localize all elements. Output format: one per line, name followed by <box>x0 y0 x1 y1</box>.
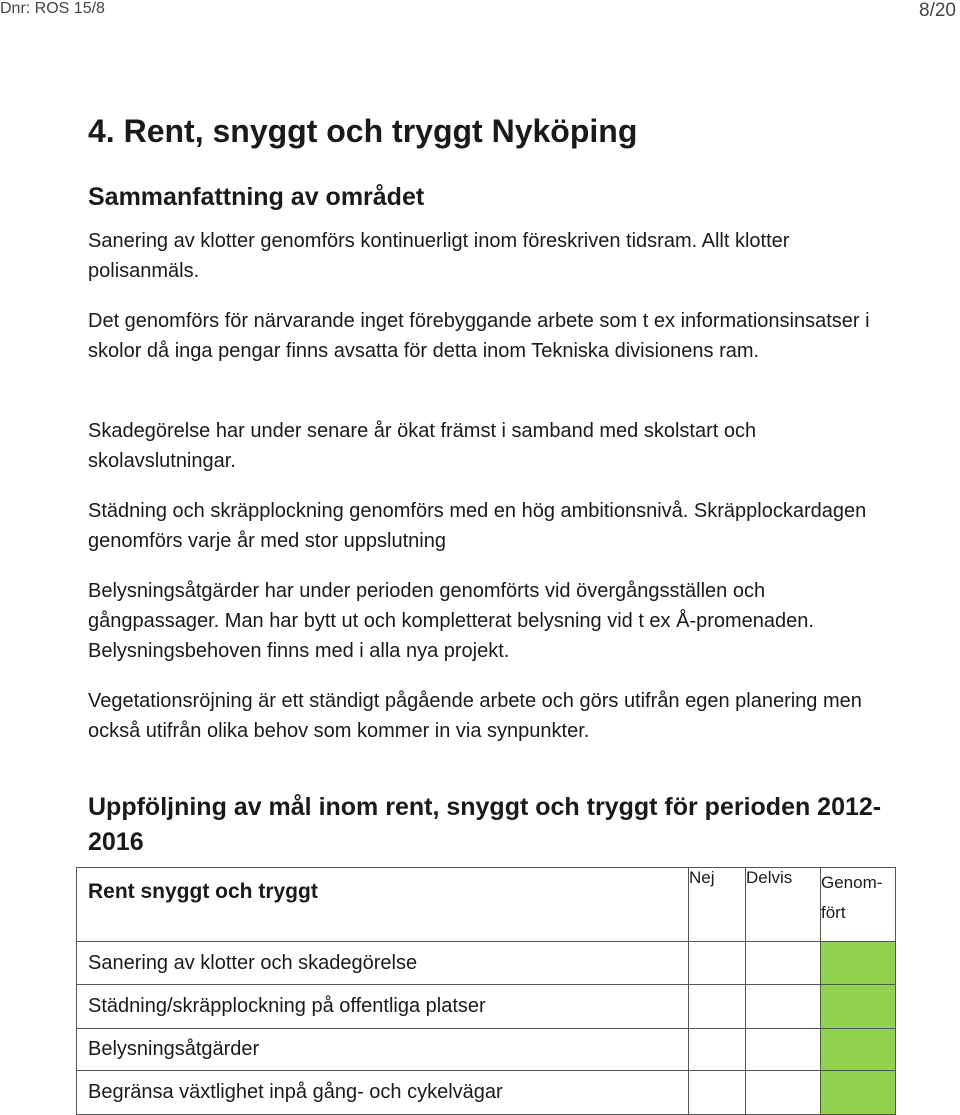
cell-partial <box>746 1071 821 1115</box>
summary-heading: Sammanfattning av området <box>88 183 425 211</box>
section-title: 4. Rent, snyggt och tryggt Nyköping <box>88 113 638 149</box>
table-title: Rent snyggt och tryggt <box>77 868 689 942</box>
row-label: Städning/skräpplockning på offentliga platser <box>77 985 689 1029</box>
cell-done-marked <box>821 942 896 985</box>
paragraph-lighting: Belysningsåtgärder har under perioden genomförts vid övergångsställen och gångpassager. Man har bytt ut och kompletterat belysning vid t ex Å-promenaden. Belysningsbehoven finns med i alla nya projekt. <box>88 580 814 662</box>
paragraph-cleaning: Städning och skräpplockning genomförs med en hög ambitionsnivå. Skräpplockardagen genomförs varje år med stor uppslutning <box>88 500 867 552</box>
cell-partial <box>746 985 821 1029</box>
cell-no <box>689 985 746 1029</box>
paragraph-vegetation: Vegetationsröjning är ett ständigt pågående arbete och görs utifrån egen planering men också utifrån olika behov som kommer in via synpunkter. <box>88 690 862 742</box>
cell-partial <box>746 942 821 985</box>
table-row <box>77 942 896 985</box>
column-no: Nej <box>689 868 746 942</box>
table-row <box>77 1029 896 1071</box>
table-row <box>77 1071 896 1115</box>
paragraph-graffiti: Sanering av klotter genomförs kontinuerligt inom föreskriven tidsram. Allt klotter polisanmäls. <box>88 230 790 282</box>
row-label: Sanering av klotter och skadegörelse <box>77 942 689 985</box>
page-number: 8/20 <box>919 0 956 21</box>
cell-no <box>689 942 746 985</box>
table-row <box>77 985 896 1029</box>
cell-no <box>689 1029 746 1071</box>
goals-table <box>76 867 896 1115</box>
cell-done-marked <box>821 985 896 1029</box>
document-reference: Dnr: ROS 15/8 <box>0 0 105 17</box>
followup-heading: Uppföljning av mål inom rent, snyggt och tryggt för perioden 2012-2016 <box>88 793 882 856</box>
column-partial: Delvis <box>746 868 821 942</box>
cell-done-marked <box>821 1029 896 1071</box>
cell-done-marked <box>821 1071 896 1115</box>
paragraph-vandalism: Skadegörelse har under senare år ökat främst i samband med skolstart och skolavslutningar. <box>88 420 757 472</box>
cell-partial <box>746 1029 821 1071</box>
column-done: Genom-fört <box>821 868 896 942</box>
cell-no <box>689 1071 746 1115</box>
row-label: Begränsa växtlighet inpå gång- och cykelvägar <box>77 1071 689 1115</box>
table-header-row <box>77 868 896 942</box>
paragraph-prevention: Det genomförs för närvarande inget förebyggande arbete som t ex informationsinsatser i skolor då inga pengar finns avsatta för detta inom Tekniska divisionens ram. <box>88 310 870 362</box>
row-label: Belysningsåtgärder <box>77 1029 689 1071</box>
